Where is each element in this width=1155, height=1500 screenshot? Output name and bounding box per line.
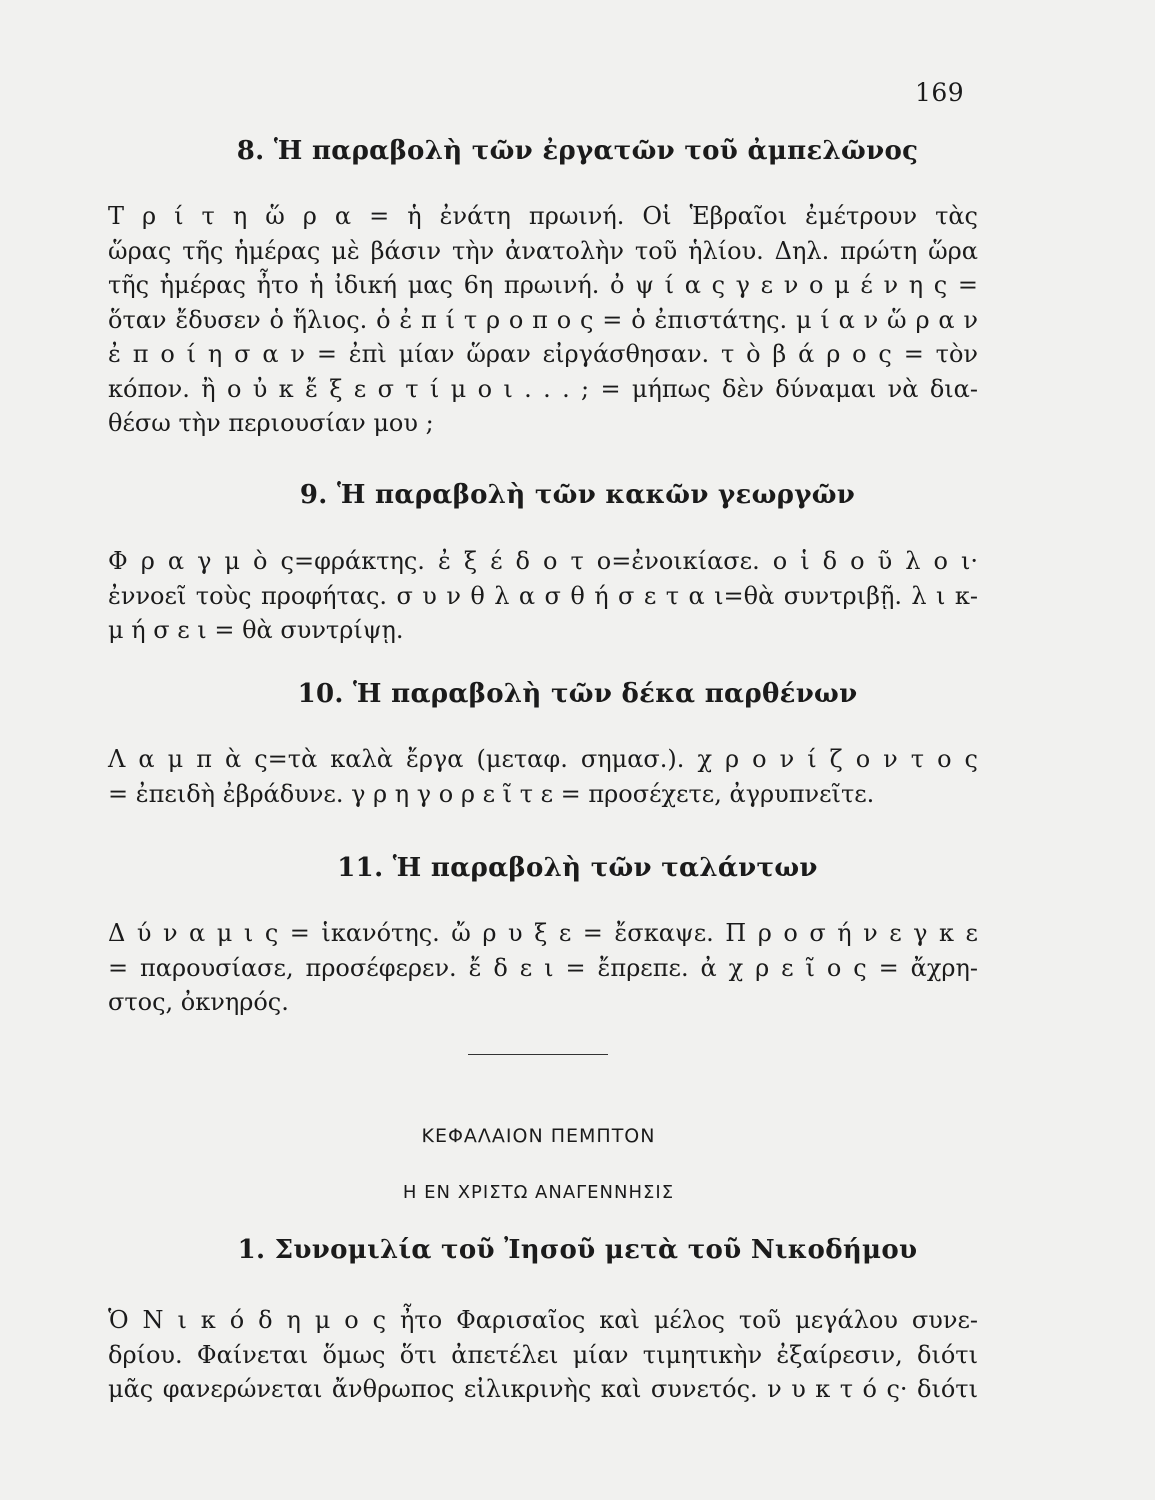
section-9-title: 9. Ἡ παραβολὴ τῶν κακῶν γεωργῶν (299, 480, 856, 510)
section-10-title: 10. Ἡ παραβολὴ τῶν δέκα παρθένων (297, 679, 858, 709)
section-9-paragraph (108, 544, 978, 648)
chapter-subtitle: Η ΕΝ ΧΡΙΣΤΩ ΑΝΑΓΕΝΝΗΣΙΣ (402, 1182, 675, 1203)
section-8-title: 8. Ἡ παραβολὴ τῶν ἐργατῶν τοῦ ἀμπελῶνος (236, 136, 919, 166)
paragraph-line: Δ ύ ν α μ ι ς = ἱκανότης. ὤ ρ υ ξ ε = ἔσκαψε. Π ρ ο σ ή ν ε γ κ ε (108, 919, 978, 947)
paragraph-line: δρίου. Φαίνεται ὅμως ὅτι ἀπετέλει μίαν τιμητικὴν ἐξαίρεσιν, διότι (108, 1340, 978, 1369)
paragraph-line: = παρουσίασε, προσέφερεν. ἔ δ ε ι = ἔπρεπε. ἀ χ ρ ε ῖ ο ς = ἄχρη- (108, 953, 978, 982)
paragraph-line: μ ή σ ε ι = θὰ συντρίψῃ. (108, 616, 404, 644)
paragraph-line: ἐννοεῖ τοὺς προφήτας. σ υ ν θ λ α σ θ ή σ ε τ α ι=θὰ συντριβῇ. λ ι κ- (108, 581, 978, 610)
paragraph-line: κόπον. ἢ ο ὐ κ ἔ ξ ε σ τ ί μ ο ι . . . ; = μήπως δὲν δύναμαι νὰ δια- (108, 374, 978, 403)
paragraph-line: ὅταν ἔδυσεν ὁ ἥλιος. ὁ ἐ π ί τ ρ ο π ο ς = ὁ ἐπιστάτης. μ ί α ν ὥ ρ α ν (108, 305, 978, 334)
section-11-paragraph (108, 916, 978, 1020)
paragraph-line: = ἐπειδὴ ἐβράδυνε. γ ρ η γ ο ρ ε ῖ τ ε = προσέχετε, ἀγρυπνεῖτε. (108, 779, 875, 808)
paragraph-line: μᾶς φανερώνεται ἄνθρωπος εἰλικρινὴς καὶ συνετός. ν υ κ τ ό ς· διότι (108, 1375, 978, 1403)
section-10-paragraph (108, 742, 978, 811)
paragraph-line: Τ ρ ί τ η ὥ ρ α = ἡ ἐνάτη πρωινή. Οἱ Ἑβραῖοι ἐμέτρουν τὰς (108, 202, 978, 230)
paragraph-line: Ὁ Ν ι κ ό δ η μ ο ς ἦτο Φαρισαῖος καὶ μέλος τοῦ μεγάλου συνε- (108, 1306, 978, 1334)
section-11-title: 11. Ἡ παραβολὴ τῶν ταλάντων (337, 853, 818, 883)
section-8-paragraph (108, 199, 978, 441)
paragraph-line: στος, ὀκνηρός. (108, 988, 289, 1016)
final-section-title: 1. Συνομιλία τοῦ Ἰησοῦ μετὰ τοῦ Νικοδήμου (237, 1235, 918, 1265)
paragraph-line: Λ α μ π ὰ ς=τὰ καλὰ ἔργα (μεταφ. σημασ.). χ ρ ο ν ί ζ ο ν τ ο ς (108, 745, 978, 773)
page-number: 169 (915, 78, 965, 107)
paragraph-line: τῆς ἡμέρας ἦτο ἡ ἰδική μας 6η πρωινή. ὀ ψ ί α ς γ ε ν ο μ έ ν η ς = (108, 271, 978, 299)
chapter-label: ΚΕΦΑΛΑΙΟΝ ΠΕΜΠΤΟΝ (421, 1125, 656, 1147)
paragraph-line: θέσω τὴν περιουσίαν μου ; (108, 409, 434, 437)
section-divider (468, 1054, 608, 1055)
final-section-paragraph (108, 1303, 978, 1407)
paragraph-line: Φ ρ α γ μ ὸ ς=φράκτης. ἐ ξ έ δ ο τ ο=ἐνοικίασε. ο ἱ δ ο ῦ λ ο ι· (108, 547, 978, 575)
paragraph-line: ὥρας τῆς ἡμέρας μὲ βάσιν τὴν ἀνατολὴν τοῦ ἡλίου. Δηλ. πρώτη ὥρα (108, 236, 978, 265)
paragraph-line: ἐ π ο ί η σ α ν = ἐπὶ μίαν ὥραν εἰργάσθησαν. τ ὸ β ά ρ ο ς = τὸν (108, 340, 978, 368)
